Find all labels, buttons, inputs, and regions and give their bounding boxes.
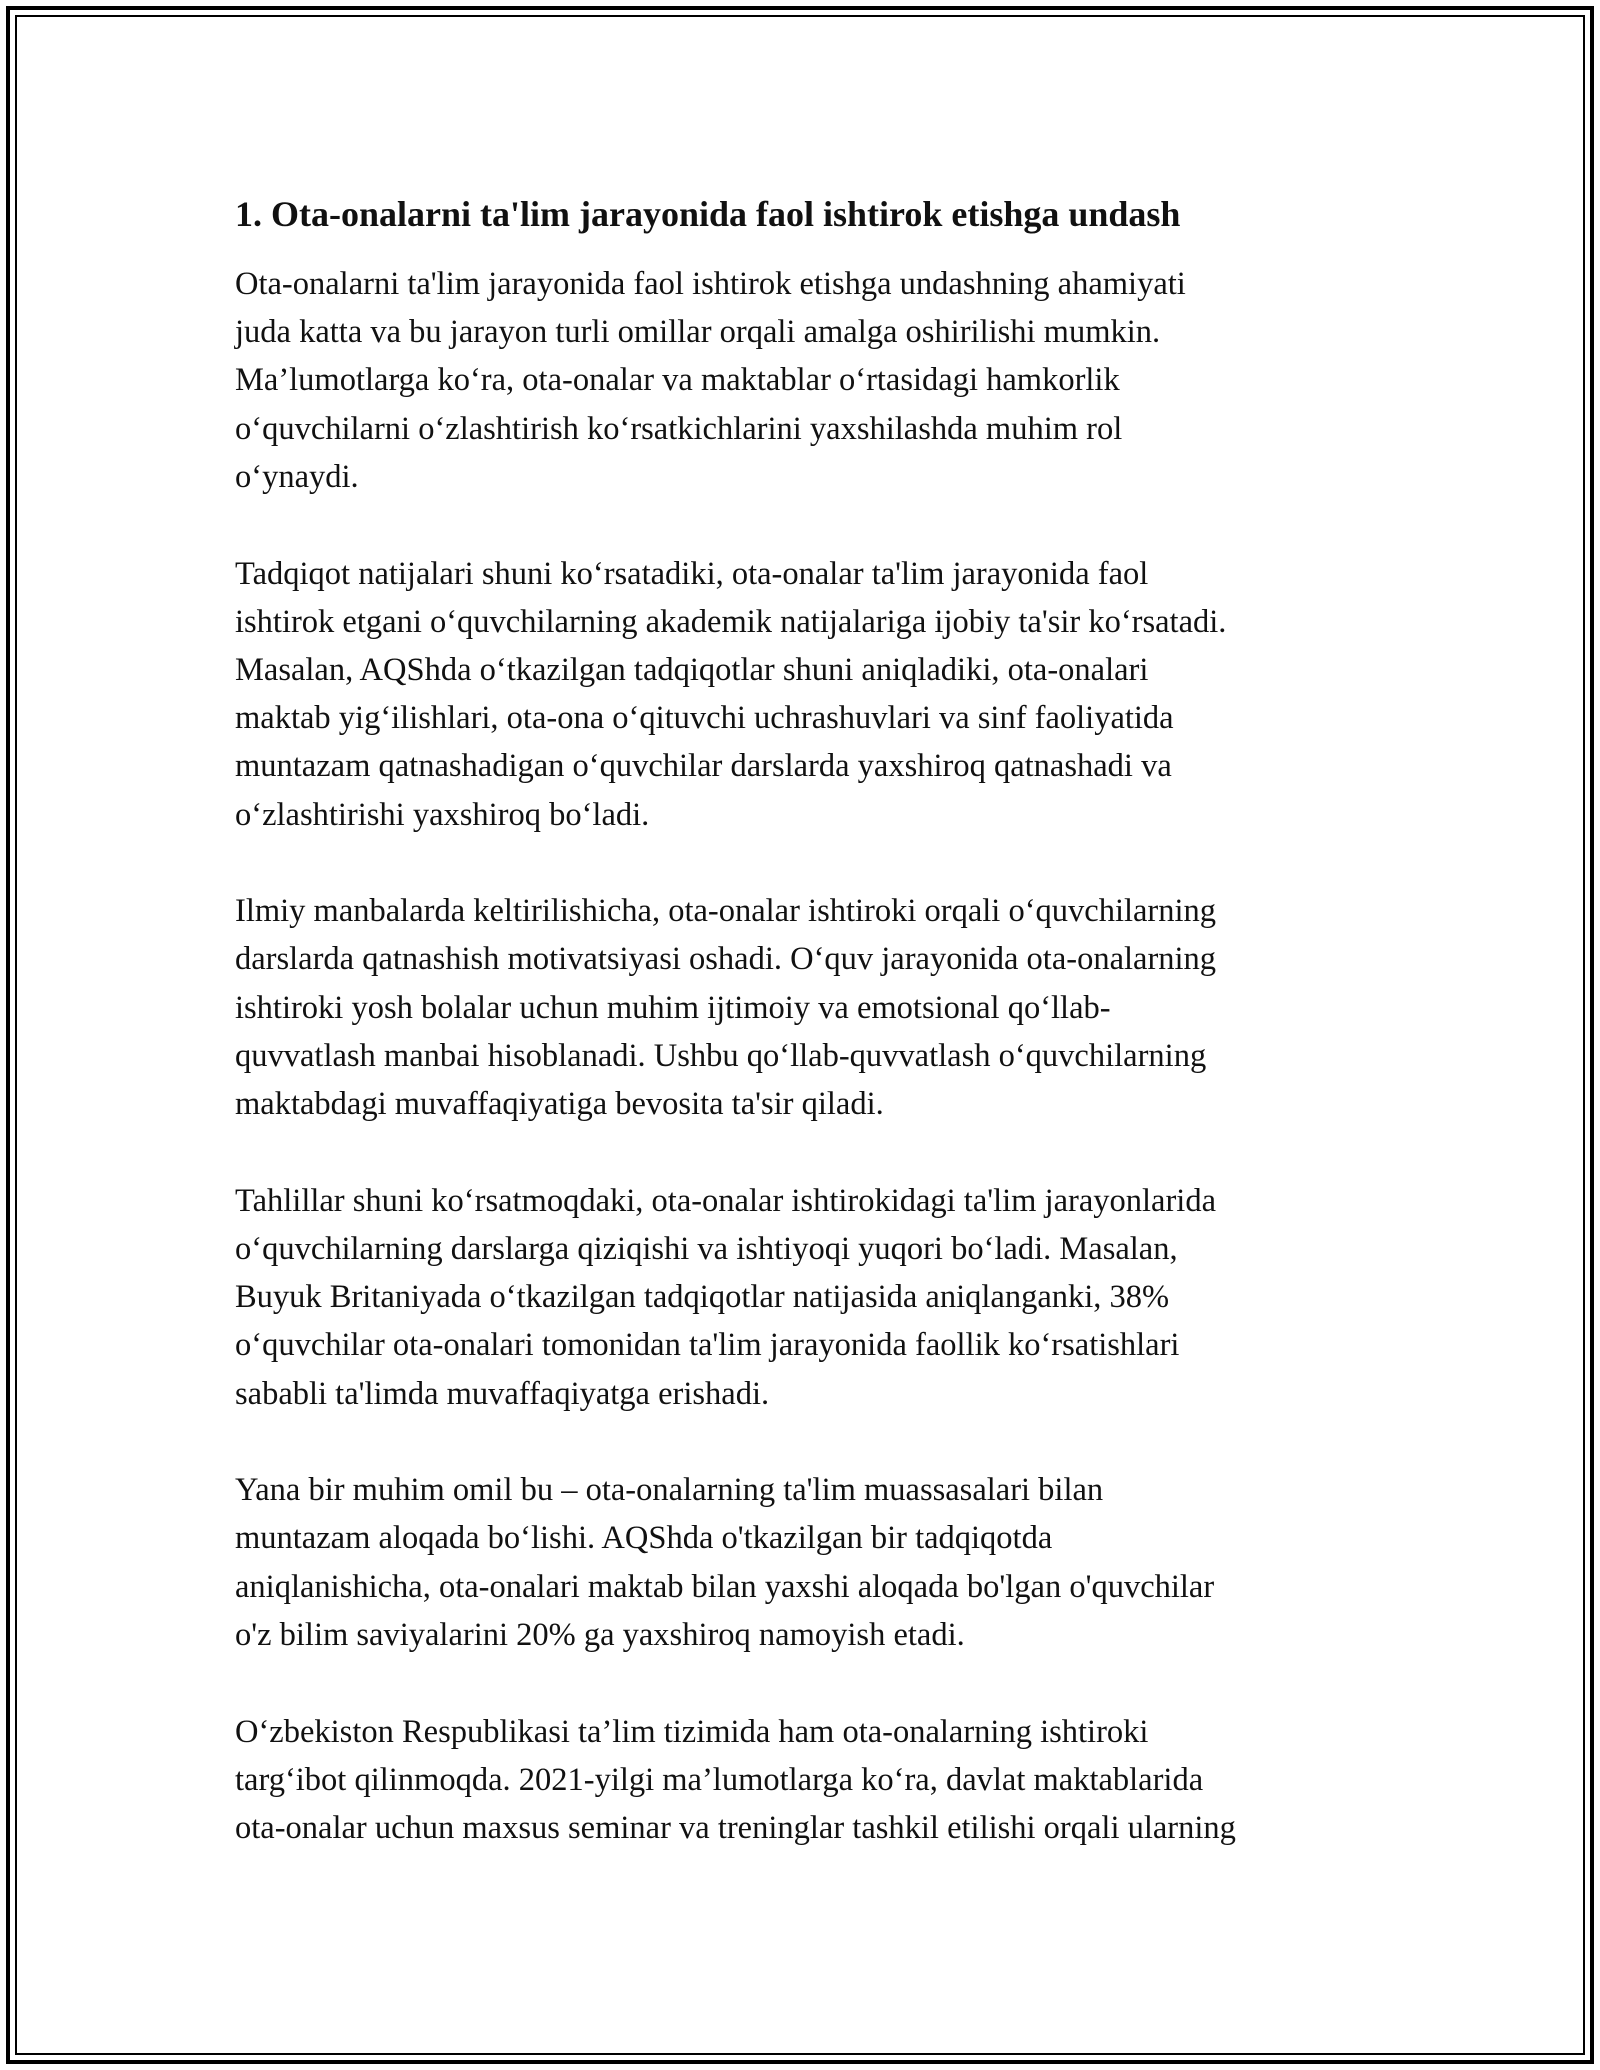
paragraph (235, 1708, 1415, 1853)
text-line: Ma’lumotlarga ko‘ra, ota-onalar va maktablar o‘rtasidagi hamkorlik (235, 362, 1120, 399)
text-line: o‘quvchilar ota-onalari tomonidan ta'lim jarayonida faollik ko‘rsatishlari (235, 1327, 1180, 1364)
text-line: o'z bilim saviyalarini 20% ga yaxshiroq namoyish etadi. (235, 1616, 965, 1653)
text-line: aniqlanishicha, ota-onalari maktab bilan yaxshi aloqada bo'lgan o'quvchilar (235, 1568, 1215, 1605)
paragraph (235, 887, 1415, 1128)
text-line: Ilmiy manbalarda keltirilishicha, ota-onalar ishtiroki orqali o‘quvchilarning (235, 893, 1217, 930)
text-line: O‘zbekiston Respublikasi ta’lim tizimida ham ota-onalarning ishtiroki (235, 1713, 1149, 1750)
text-line: Ota-onalarni ta'lim jarayonida faol ishtirok etishga undashning ahamiyati (235, 266, 1186, 302)
text-line: Buyuk Britaniyada o‘tkazilgan tadqiqotlar natijasida aniqlanganki, 38% (235, 1279, 1170, 1316)
text-line: o‘ynaydi. (235, 458, 359, 495)
paragraph (235, 550, 1415, 839)
text-line: muntazam qatnashadigan o‘quvchilar darslarda yaxshiroq qatnashadi va (235, 748, 1172, 785)
text-line: maktabdagi muvaffaqiyatiga bevosita ta'sir qiladi. (235, 1086, 884, 1123)
text-line: sababli ta'limda muvaffaqiyatga erishadi. (235, 1375, 770, 1412)
text-line: o‘quvchilarning darslarga qiziqishi va ishtiyoqi yuqori bo‘ladi. Masalan, (235, 1230, 1178, 1267)
text-line: targ‘ibot qilinmoqda. 2021-yilgi ma’lumotlarga ko‘ra, davlat maktablarida (235, 1761, 1204, 1798)
text-line: ishtiroki yosh bolalar uchun muhim ijtimoiy va emotsional qo‘llab- (235, 989, 1111, 1026)
text-line: Yana bir muhim omil bu – ota-onalarning ta'lim muassasalari bilan (235, 1472, 1104, 1509)
text-line: Tadqiqot natijalari shuni ko‘rsatadiki, ota-onalar ta'lim jarayonida faol (235, 555, 1149, 592)
text-line: Tahlillar shuni ko‘rsatmoqdaki, ota-onalar ishtirokidagi ta'lim jarayonlarida (235, 1182, 1217, 1219)
paragraph (235, 1466, 1415, 1659)
text-line: quvvatlash manbai hisoblanadi. Ushbu qo‘llab-quvvatlash o‘quvchilarning (235, 1037, 1207, 1074)
text-line: ota-onalar uchun maxsus seminar va treninglar tashkil etilishi orqali ularning (235, 1809, 1236, 1846)
text-line: Masalan, AQShda o‘tkazilgan tadqiqotlar shuni aniqladiki, ota-onalari (235, 651, 1149, 688)
text-line: muntazam aloqada bo‘lishi. AQShda o'tkazilgan bir tadqiqotda (235, 1520, 1053, 1557)
section-heading: 1. Ota-onalarni ta'lim jarayonida faol ishtirok etishga undash (235, 194, 1181, 234)
text-line: darslarda qatnashish motivatsiyasi oshadi. O‘quv jarayonida ota-onalarning (235, 941, 1217, 978)
paragraph (235, 1177, 1415, 1418)
text-line: o‘zlashtirishi yaxshiroq bo‘ladi. (235, 796, 650, 833)
text-line: o‘quvchilarni o‘zlashtirish ko‘rsatkichlarini yaxshilashda muhim rol (235, 410, 1123, 447)
text-line: ishtirok etgani o‘quvchilarning akademik natijalariga ijobiy ta'sir ko‘rsatadi. (235, 603, 1227, 640)
text-line: maktab yig‘ilishlari, ota-ona o‘qituvchi uchrashuvlari va sinf faoliyatida (235, 700, 1174, 737)
text-line: juda katta va bu jarayon turli omillar orqali amalga oshirilishi mumkin. (235, 314, 1161, 351)
paragraph (235, 260, 1415, 501)
document-body (235, 190, 1415, 1901)
